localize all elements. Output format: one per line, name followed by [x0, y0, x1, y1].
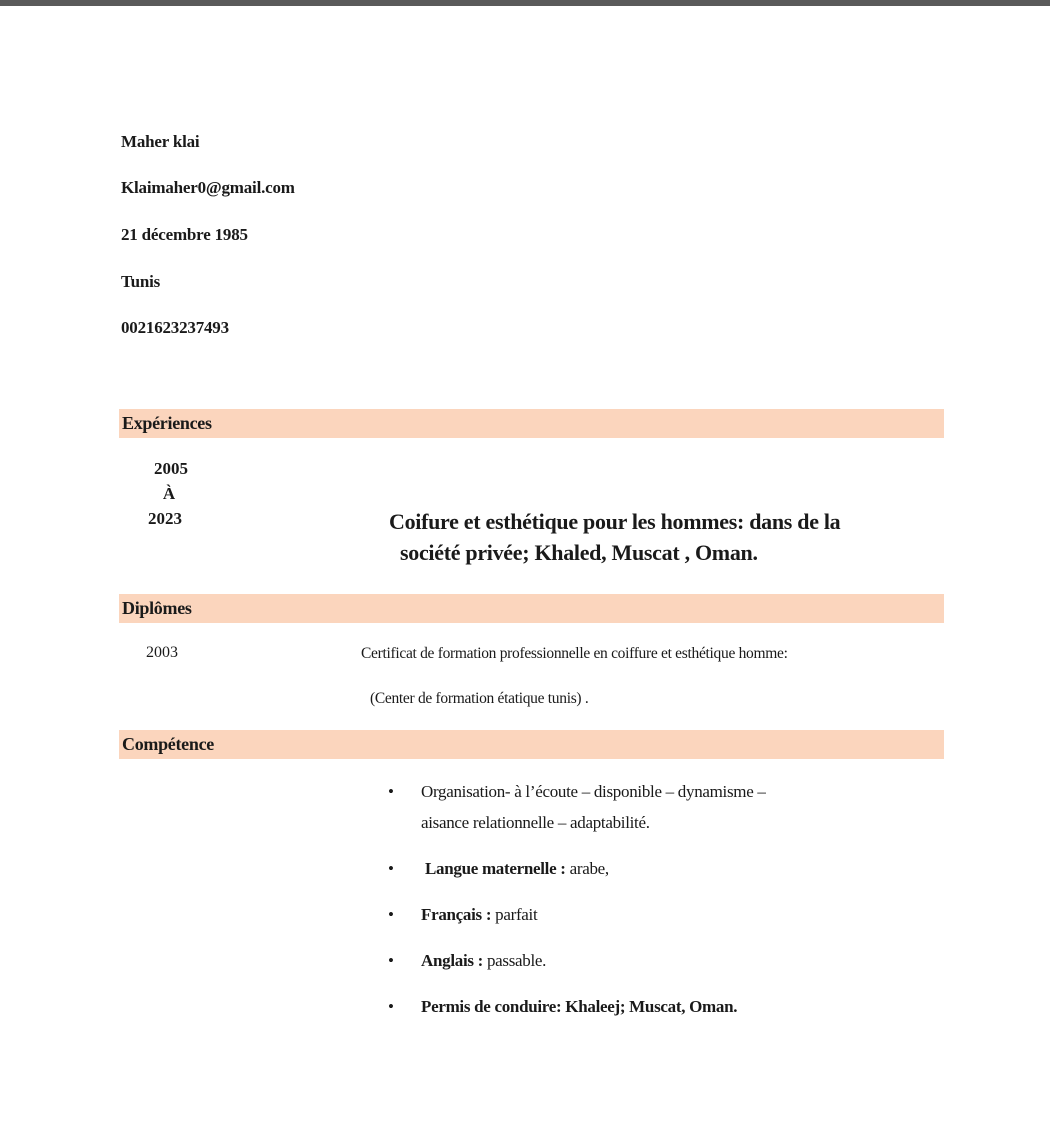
section-title-diplomes: Diplômes	[122, 598, 192, 618]
contact-city: Tunis	[121, 272, 161, 291]
skill-qualities-line2: aisance relationnelle – adaptabilité.	[421, 813, 650, 832]
experience-year-separator: À	[162, 484, 176, 503]
skill-item-qualities	[386, 776, 906, 838]
contact-email: Klaimaher0@gmail.com	[121, 178, 295, 197]
contact-name: Maher klai	[121, 132, 200, 151]
skill-permis: Permis de conduire: Khaleej; Muscat, Oman.	[421, 997, 738, 1016]
bullet-icon: •	[388, 782, 394, 801]
bullet-icon: •	[388, 951, 394, 970]
experience-description	[389, 506, 840, 568]
contact-phone: 0021623237493	[121, 318, 229, 337]
section-diplomes	[119, 594, 944, 623]
experience-year-end: 2023	[148, 509, 182, 528]
contact-birthdate: 21 décembre 1985	[121, 225, 248, 244]
diploma-line1: Certificat de formation professionnelle en coiffure et esthétique homme:	[361, 645, 788, 662]
bullet-icon: •	[388, 997, 394, 1016]
skills-list	[386, 776, 906, 1037]
bullet-icon: •	[388, 905, 394, 924]
diploma-line2: (Center de formation étatique tunis) .	[370, 690, 589, 707]
skill-item-permis	[386, 991, 906, 1022]
experience-years	[143, 456, 199, 531]
experience-desc-line2: société privée; Khaled, Muscat , Oman.	[400, 540, 758, 565]
bullet-icon: •	[388, 859, 394, 878]
skill-qualities-line1: Organisation- à l’écoute – disponible – dynamisme –	[421, 782, 766, 801]
experience-desc-line1: Coifure et esthétique pour les hommes: dans de la	[389, 509, 841, 534]
diploma-year: 2003	[146, 644, 178, 661]
section-competence	[119, 730, 944, 759]
skill-item-langue	[386, 853, 906, 884]
skill-item-anglais	[386, 945, 906, 976]
skill-francais-value: parfait	[491, 905, 538, 924]
skill-langue-label: Langue maternelle :	[425, 859, 566, 878]
section-title-competence: Compétence	[122, 734, 214, 754]
skill-langue-value: arabe,	[565, 859, 609, 878]
experience-year-start: 2005	[154, 459, 188, 478]
skill-francais-label: Français :	[421, 905, 492, 924]
section-experiences	[119, 409, 944, 438]
skill-anglais-label: Anglais :	[421, 951, 484, 970]
skill-anglais-value: passable.	[483, 951, 547, 970]
section-title-experiences: Expériences	[122, 413, 212, 433]
skill-item-francais	[386, 899, 906, 930]
